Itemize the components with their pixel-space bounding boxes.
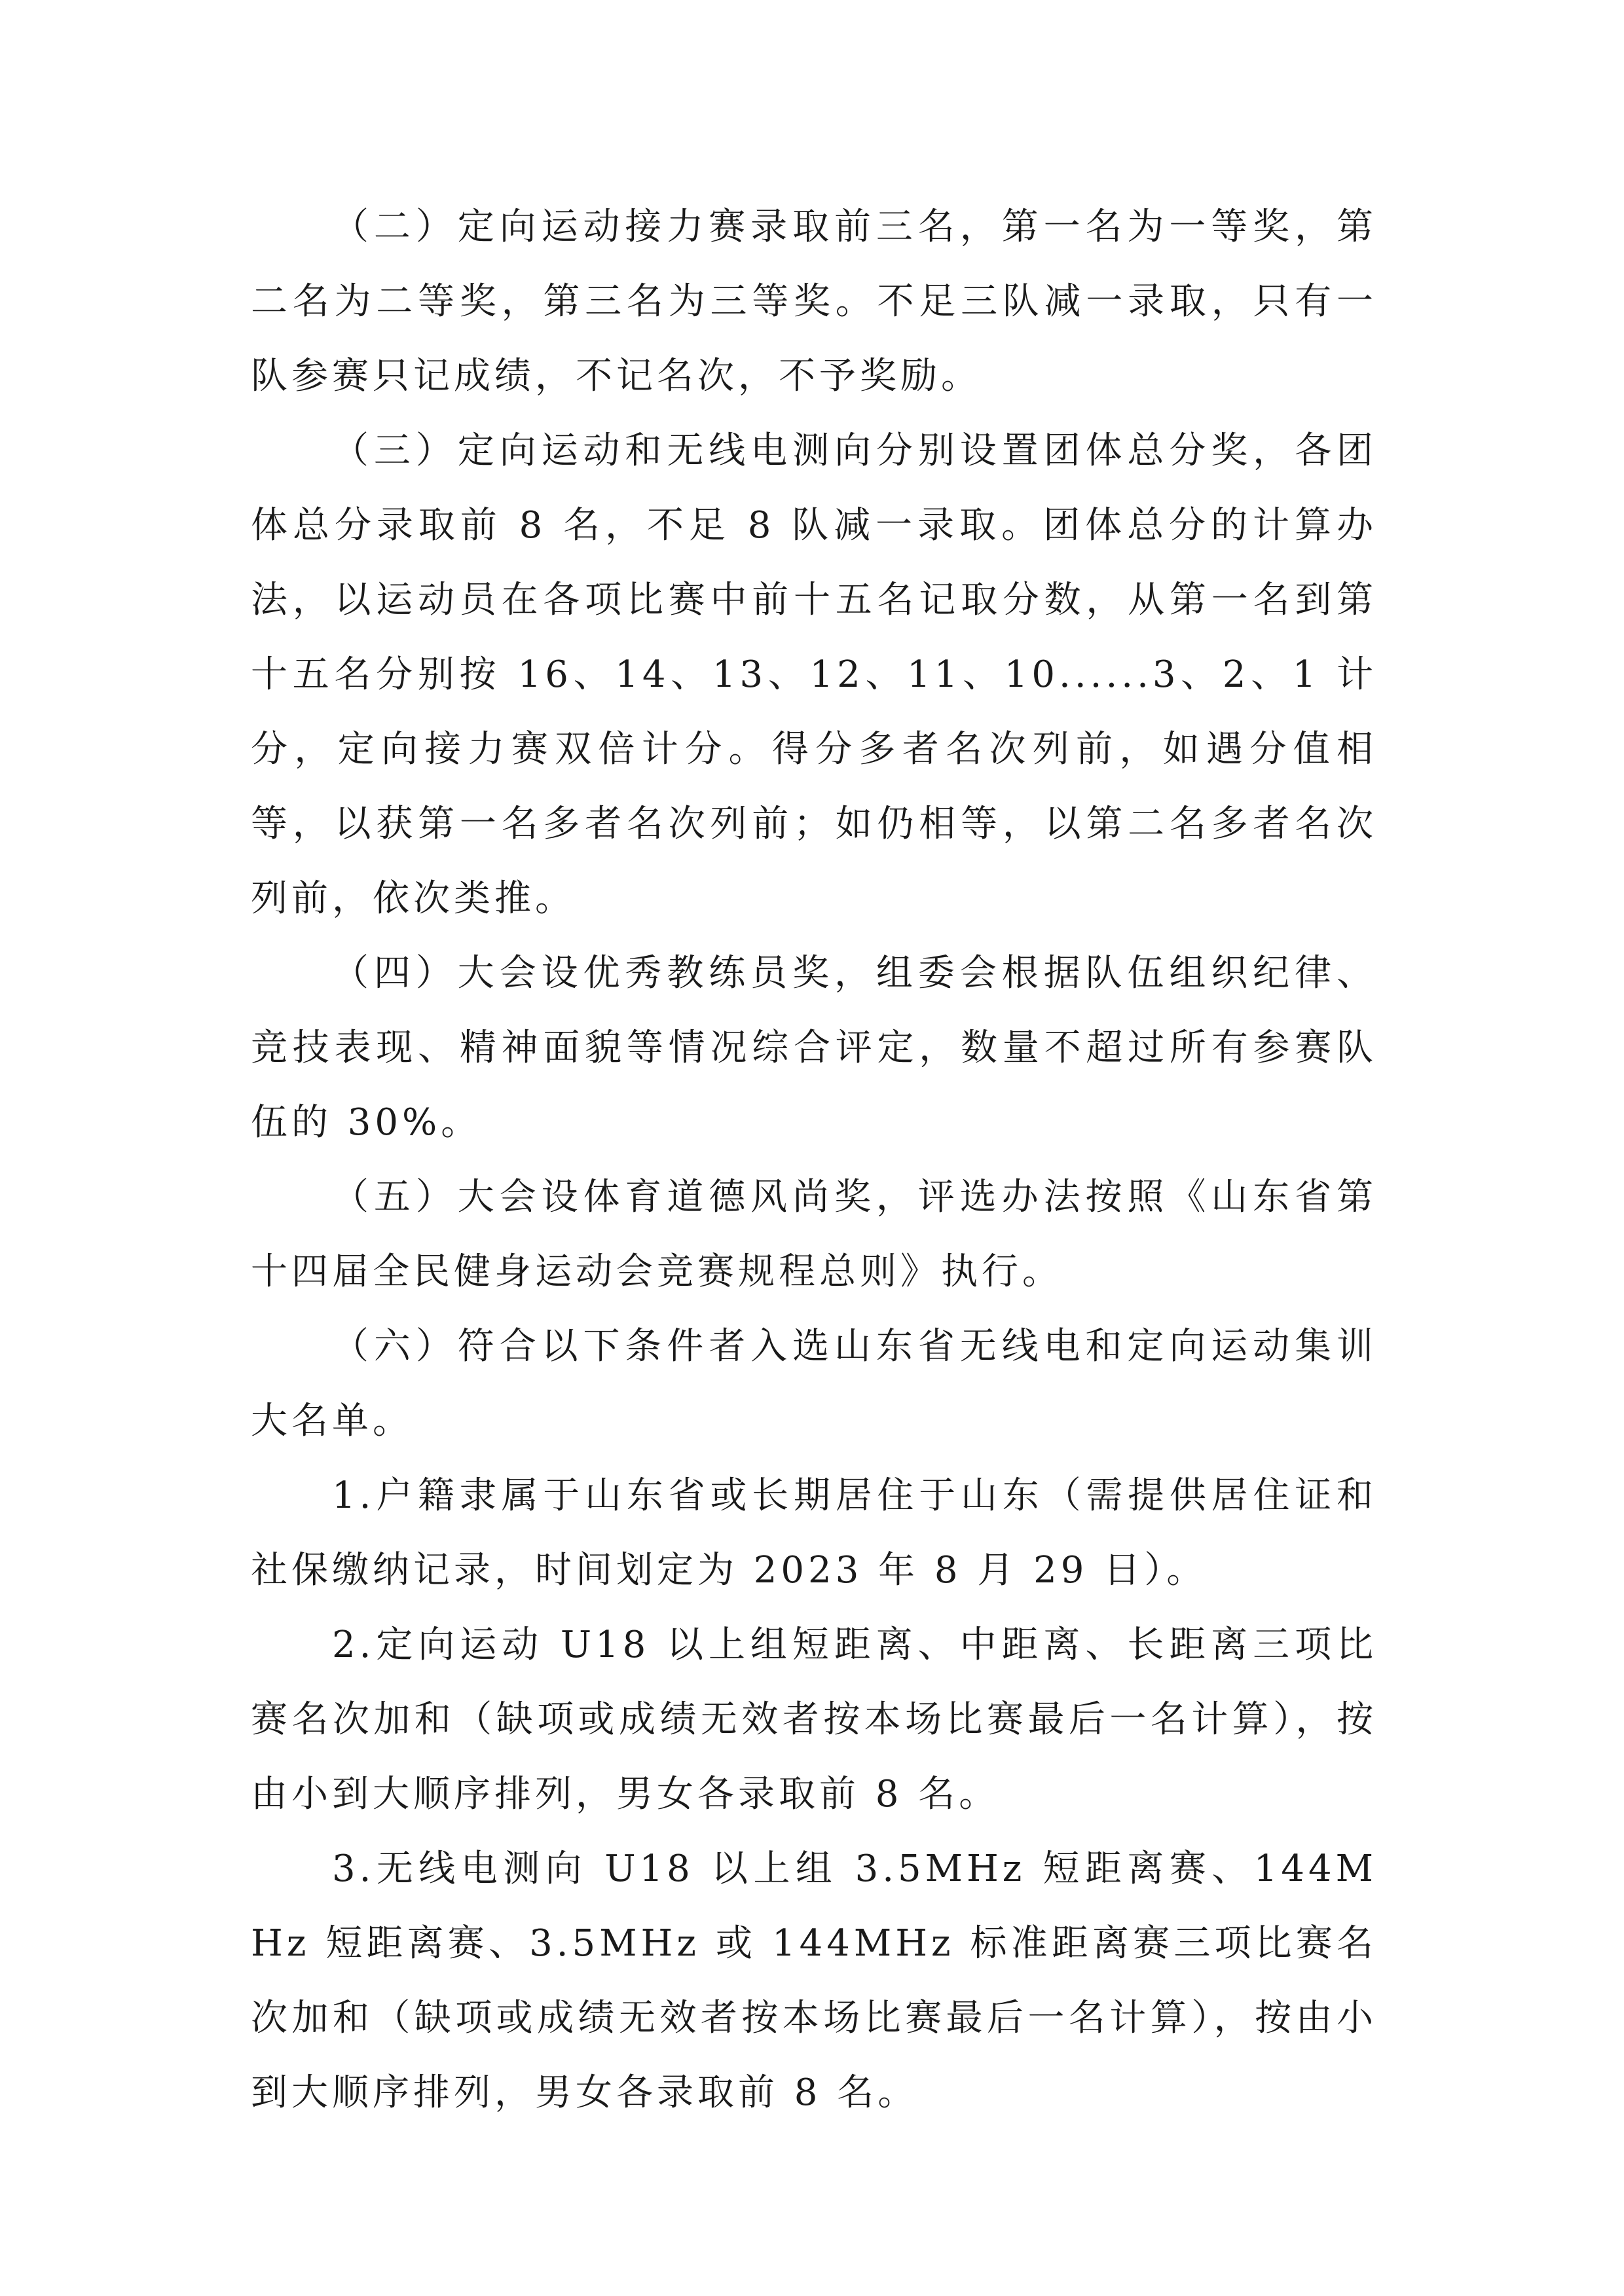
paragraph-condition-3: 3.无线电测向 U18 以上组 3.5MHz 短距离赛、144MHz 短距离赛、3.5MHz 或 144MHz 标准距离赛三项比赛名次加和（缺项或成绩无效者按本场比赛最后一名计算），按由小到大顺序排列，男女各录取前 8 名。 [251, 1848, 1377, 2114]
paragraph-coach-award: （四）大会设优秀教练员奖，组委会根据队伍组织纪律、竞技表现、精神面貌等情况综合评定，数量不超过所有参赛队伍的 30%。 [251, 952, 1377, 1144]
paragraph-relay-awards: （二）定向运动接力赛录取前三名，第一名为一等奖，第二名为二等奖，第三名为三等奖。不足三队减一录取，只有一队参赛只记成绩，不记名次，不予奖励。 [251, 206, 1377, 397]
paragraph-team-total-awards: （三）定向运动和无线电测向分别设置团体总分奖，各团体总分录取前 8 名，不足 8 队减一录取。团体总分的计算办法，以运动员在各项比赛中前十五名记取分数，从第一名到第十五名分别按 16、14、13、12、11、10......3、2、1 计分，定向接力赛双倍计分。得分多者名次列前，如遇分值相等，以获第一名多者名次列前；如仍相等，以第二名多者名次列前，依次类推。 [251, 429, 1377, 920]
paragraph-condition-1: 1.户籍隶属于山东省或长期居住于山东（需提供居住证和社保缴纳记录，时间划定为 2023 年 8 月 29 日）。 [251, 1474, 1377, 1592]
paragraph-training-list: （六）符合以下条件者入选山东省无线电和定向运动集训大名单。 [251, 1325, 1377, 1442]
paragraph-condition-2: 2.定向运动 U18 以上组短距离、中距离、长距离三项比赛名次加和（缺项或成绩无效者按本场比赛最后一名计算），按由小到大顺序排列，男女各录取前 8 名。 [251, 1624, 1377, 1815]
paragraph-sportsmanship-award: （五）大会设体育道德风尚奖，评选办法按照《山东省第十四届全民健身运动会竞赛规程总则》执行。 [251, 1176, 1377, 1293]
document-body [251, 190, 1377, 2130]
